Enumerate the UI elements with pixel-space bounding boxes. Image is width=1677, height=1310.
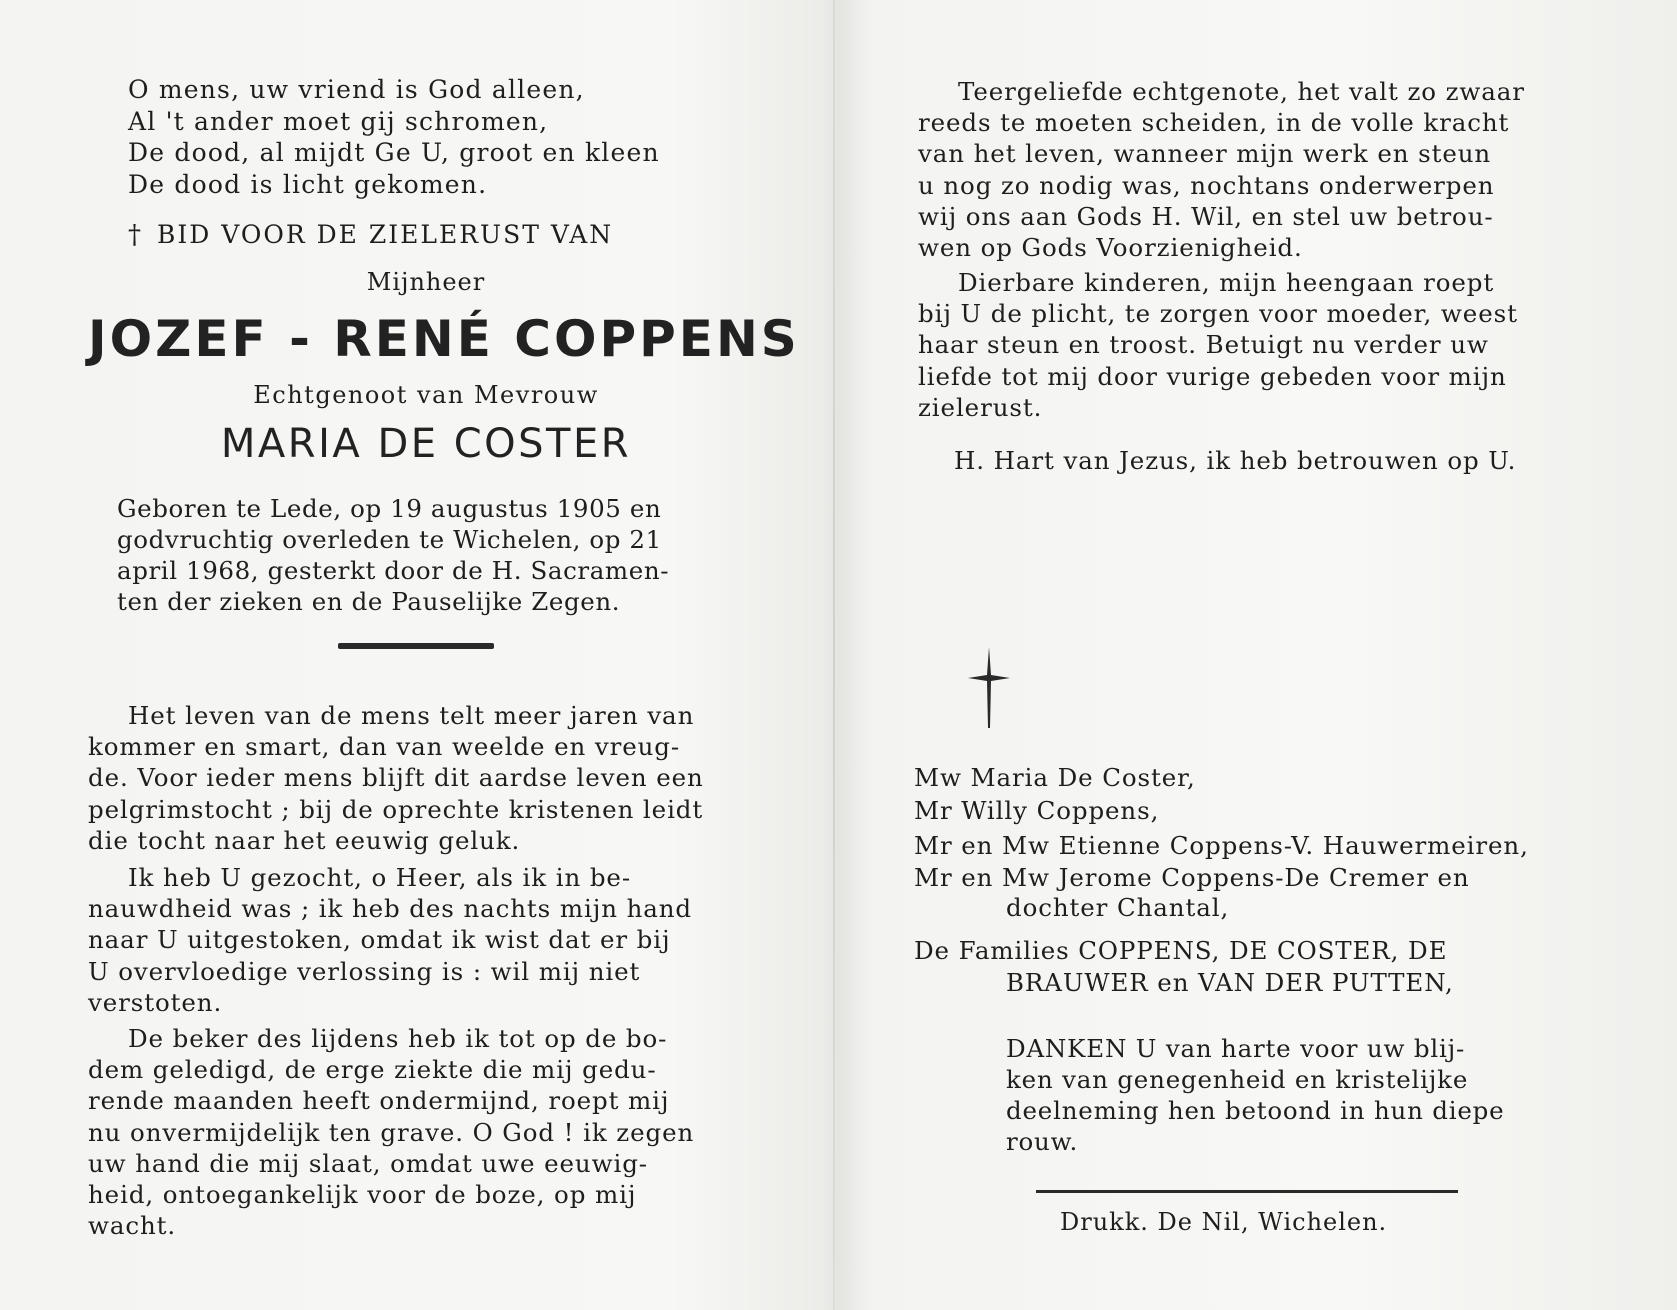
poem-line: De dood is licht gekomen.	[128, 169, 488, 199]
text-line: DANKEN U van harte voor uw blij-	[1006, 1034, 1466, 1063]
text-line: nauwdheid was ; ik heb des nachts mijn hand	[88, 894, 693, 924]
family-line: dochter Chantal,	[1006, 893, 1230, 922]
text-line: Teergeliefde echtgenote, het valt zo zwaar	[958, 77, 1525, 106]
detail-line: Geboren te Lede, op 19 augustus 1905 en	[117, 494, 662, 523]
detail-line: april 1968, gesterkt door de H. Sacramen-	[117, 556, 670, 585]
poem-line: Al 't ander moet gij schromen,	[128, 106, 549, 136]
text-line: nu onvermijdelijk ten grave. O God ! ik zegen	[88, 1117, 695, 1147]
text-line: heid, ontoegankelijk voor de boze, op mij	[88, 1180, 637, 1210]
text-line: Het leven van de mens telt meer jaren van	[128, 701, 695, 730]
text-line: Ik heb U gezocht, o Heer, als ik in be-	[128, 863, 631, 892]
family-line: BRAUWER en VAN DER PUTTEN,	[1006, 968, 1454, 997]
poem-line: De dood, al mijdt Ge U, groot en kleen	[128, 138, 660, 167]
text-line: De beker des lijdens heb ik tot op de bo-	[128, 1024, 668, 1053]
meditation-paragraph-1	[88, 700, 764, 856]
text-line: haar steun en troost. Betuigt nu verder uw	[918, 330, 1489, 360]
deceased-name: JOZEF - RENÉ COPPENS	[88, 310, 800, 368]
family-line: Mr en Mw Etienne Coppens-V. Hauwermeiren,	[914, 831, 1529, 860]
farewell-paragraph-2	[918, 267, 1594, 423]
text-line: U overvloedige verlossing is : wil mij niet	[88, 956, 641, 986]
text-line: wacht.	[88, 1211, 177, 1241]
detail-line: godvruchtig overleden te Wichelen, op 21	[117, 525, 662, 554]
center-fold	[833, 0, 835, 1310]
poem-line: O mens, uw vriend is God alleen,	[128, 75, 585, 104]
divider-rule	[1036, 1190, 1458, 1193]
opening-poem	[128, 74, 748, 200]
text-line: deelneming hen betoond in hun diepe	[1006, 1096, 1505, 1125]
family-line: Mr Willy Coppens,	[914, 796, 1160, 825]
text-line: verstoten.	[88, 987, 223, 1017]
prayer-heading: BID VOOR DE ZIELERUST VAN	[157, 220, 614, 249]
birth-death-details	[117, 493, 753, 617]
left-page	[88, 0, 800, 1310]
text-line: wen op Gods Voorzienigheid.	[918, 233, 1303, 263]
text-line: kommer en smart, dan van weelde en vreug-	[88, 732, 681, 762]
family-line: Mr en Mw Jerome Coppens-De Cremer en	[914, 863, 1470, 892]
spouse-name: MARIA DE COSTER	[220, 421, 632, 467]
meditation-paragraph-3	[88, 1023, 764, 1241]
text-line: rouw.	[1006, 1127, 1079, 1156]
small-cross-icon: †	[128, 220, 143, 250]
prayer-heading-line	[128, 220, 613, 250]
text-line: pelgrimstocht ; bij de oprechte kristenen leidt	[88, 794, 704, 824]
text-line: van het leven, wanneer mijn werk en steun	[918, 139, 1492, 169]
text-line: naar U uitgestoken, omdat ik wist dat er bij	[88, 925, 671, 955]
text-line: u nog zo nodig was, nochtans onderwerpen	[918, 170, 1495, 200]
spouse-intro: Echtgenoot van Mevrouw	[253, 381, 599, 409]
text-line: de. Voor ieder mens blijft dit aardse leven een	[88, 763, 704, 793]
cross-icon	[964, 645, 1014, 730]
family-line: De Families COPPENS, DE COSTER, DE	[914, 936, 1448, 965]
divider-rule	[338, 643, 494, 649]
honorific-title: Mijnheer	[366, 268, 486, 296]
right-page	[914, 0, 1590, 1310]
thanks-paragraph	[1006, 1033, 1504, 1157]
text-line: liefde tot mij door vurige gebeden voor mijn	[918, 361, 1507, 391]
text-line: uw hand die mij slaat, omdat uwe eeuwig-	[88, 1148, 648, 1178]
text-line: Dierbare kinderen, mijn heengaan roept	[958, 268, 1495, 297]
text-line: dem geledigd, de erge ziekte die mij gedu-	[88, 1055, 657, 1085]
text-line: reeds te moeten scheiden, in de volle kracht	[918, 108, 1510, 138]
detail-line: ten der zieken en de Pauselijke Zegen.	[117, 587, 621, 616]
text-line: wij ons aan Gods H. Wil, en stel uw betrou-	[918, 201, 1494, 231]
family-line: Mw Maria De Coster,	[914, 763, 1196, 792]
meditation-paragraph-2	[88, 862, 764, 1018]
text-line: ken van genegenheid en kristelijke	[1006, 1065, 1469, 1094]
printer-credit: Drukk. De Nil, Wichelen.	[1060, 1208, 1388, 1236]
farewell-paragraph-1	[918, 76, 1594, 263]
text-line: bij U de plicht, te zorgen voor moeder, weest	[918, 299, 1518, 329]
text-line: zielerust.	[918, 392, 1043, 422]
invocation: H. Hart van Jezus, ik heb betrouwen op U.	[954, 446, 1517, 475]
text-line: die tocht naar het eeuwig geluk.	[88, 825, 521, 855]
text-line: rende maanden heeft ondermijnd, roept mij	[88, 1086, 670, 1116]
